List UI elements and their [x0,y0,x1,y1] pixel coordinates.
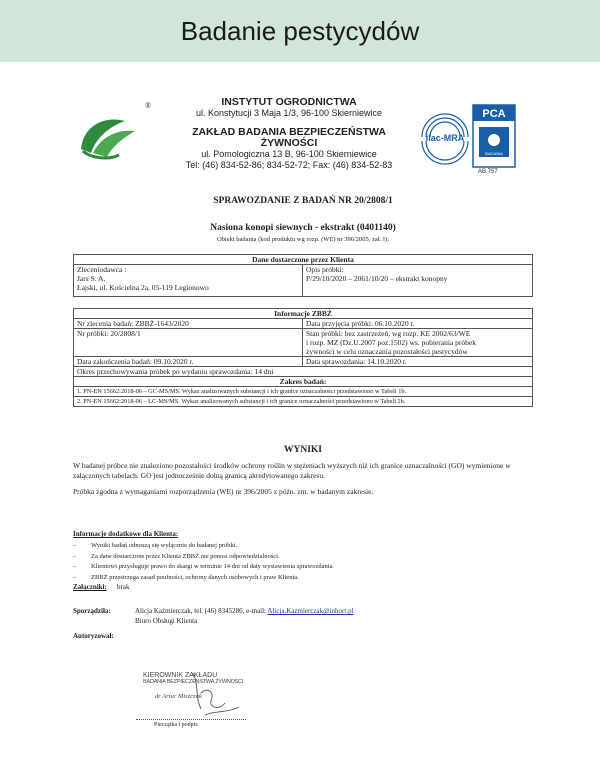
scope-item-1: 1. PN-EN 15662:2018-06 – GC-MS/MS. Wykaz analizowanych substancji i ich granice oznaczalności przedstawiono w Tabeli 1b. [74,387,533,397]
attachments-label: Załączniki: [73,583,107,591]
scope-item-2: 2. PN-EN 15662:2018-06 – LC-MS/MS. Wykaz analizowanych substancji i ich granice oznaczalności przedstawiono w Tabeli 2b. [74,397,533,407]
department-contact: Tel: (46) 834-52-86; 834-52-72; Fax: (46) 834-52-83 [185,160,393,170]
prepared-email-link[interactable]: Alicja.Kazmierczak@inhort.pl [267,607,354,615]
client-data-header: Dane dostarczone przez Klienta [74,255,533,265]
institute-name: INSTYTUT OGRODNICTWA [221,96,357,108]
banner-title: Badanie pestycydów [180,15,420,46]
sample-subtitle: Obiekt badania (kod produktu wg rozp. (WE) nr 396/2005, zał. I): [216,236,390,243]
finished-date: Data zakończenia badań: 09.10.2020 r. [74,357,303,367]
sample-state [303,329,533,357]
signature-label: Pieczątka i podpis [154,722,198,728]
handwritten-signature [185,663,245,723]
registered-mark: ® [145,101,152,110]
orderer-name: Jars S. A. [77,274,106,283]
sample-description-label: Opis próbki: [306,265,344,274]
prepared-by [135,607,354,615]
pca-sub-label: BADANIA [485,151,503,156]
results-paragraph-2: Próbka zgodna z wymaganiami rozporządzenia (WE) nr 396/2005 z późn. zm. w badanym zakresie. [73,487,374,496]
results-title: WYNIKI [283,445,322,455]
client-data-table [73,254,533,297]
prepared-label: Sporządziła: [73,607,111,615]
report-document [73,95,533,757]
ilac-label: ilac-MRA [425,133,465,143]
sample-name: Nasiona konopi siewnych - ekstrakt (0401140) [210,223,396,233]
sample-state-line-1: Stan próbki: bez zastrzeżeń, wg rozp. KE 2002/63/WE [306,329,471,338]
signature-line [136,719,246,720]
stamp-line-1: KIEROWNIK ZAKŁADU [143,672,218,679]
zbbz-info-table [73,308,533,407]
department-address: ul. Pomologiczna 13 B, 96-100 Skierniewice [201,149,377,159]
pca-label: PCA [482,108,506,120]
scope-header: Zakres badań: [74,377,533,387]
sample-description: P/29/10/2020 – 2061/10/20 – ekstrakt konopny [306,274,448,283]
report-date: Data sprawozdania: 14.10.2020 r. [303,357,533,367]
sample-state-line-2: i rozp. MZ (Dz.U.2007 poz.1502) ws. pobierania próbek [306,338,476,347]
zbbz-header: Informacje ZBBŻ [74,309,533,319]
ilac-mra-logo [416,107,474,169]
institute-address: ul. Konstytucji 3 Maja 1/3, 96-100 Skierniewice [195,108,383,118]
list-item: – Za dane dostarczone przez Klienta ZBBŻ nie ponosi odpowiedzialności. [73,552,334,563]
orderer-cell [74,265,303,297]
institute-header [165,97,413,171]
stamp-line-2: BADANIA BEZPIECZEŃSTWA ŻYWNOŚCI [143,679,244,685]
client-info-title: Informacje dodatkowe dla Klienta: [73,530,179,538]
storage-period: Okres przechowywania próbek po wydaniu sprawozdania: 14 dni [74,367,533,377]
order-number: Nr zlecenia badań: ZBBŻ-1643/2020 [74,319,303,329]
results-paragraph-1: W badanej próbce nie znaleziono pozostałości środków ochrony roślin w stężeniach wyższych niż ich granice oznaczalności (GO) wymienione w załączonych tabelach. GO jest jednocześnie dolną granicą akredytowanego zakresu. [73,461,511,480]
attachments-value: brak [117,583,130,591]
stamp-line-3: dr Artur Miszczak [155,693,202,700]
list-item: – Klientowi przysługuje prawo do skargi w terminie 14 dni od daty wystawienia sprawozdania. [73,562,334,573]
orderer-address: Łajski, ul. Kościelna 2a, 05-119 Legionowo [77,283,209,292]
client-info-list [73,541,334,583]
accreditation-number: AB 757 [478,169,498,175]
sample-number: Nr próbki: 20/2808/1 [74,329,303,357]
pca-logo [471,103,517,169]
received-date: Data przyjęcia próbki: 06.10.2020 r. [303,319,533,329]
institute-logo [73,107,145,165]
prepared-by-name: Alicja Kaźmierczak, tel. (46) 8345286, e-mail: [135,607,268,615]
sample-state-line-3: żywności w celu oznaczania pozostałości pestycydów [306,347,468,356]
list-item: – Wyniki badań odnoszą się wyłącznie do badanej próbki. [73,541,334,552]
report-title: SPRAWOZDANIE Z BADAŃ NR 20/2808/1 [213,196,393,206]
authorized-label: Autoryzował: [73,632,114,640]
list-item: – ZBBŻ przestrzega zasad poufności, ochrony danych osobowych i praw Klienta. [73,573,334,584]
sample-description-cell [303,265,533,297]
prepared-office: Biuro Obsługi Klienta [135,617,198,625]
department-name: ZAKŁAD BADANIA BEZPIECZEŃSTWA ŻYWNOŚCI [192,126,386,149]
orderer-label: Zleceniodawca : [77,265,127,274]
page-banner [0,0,600,62]
